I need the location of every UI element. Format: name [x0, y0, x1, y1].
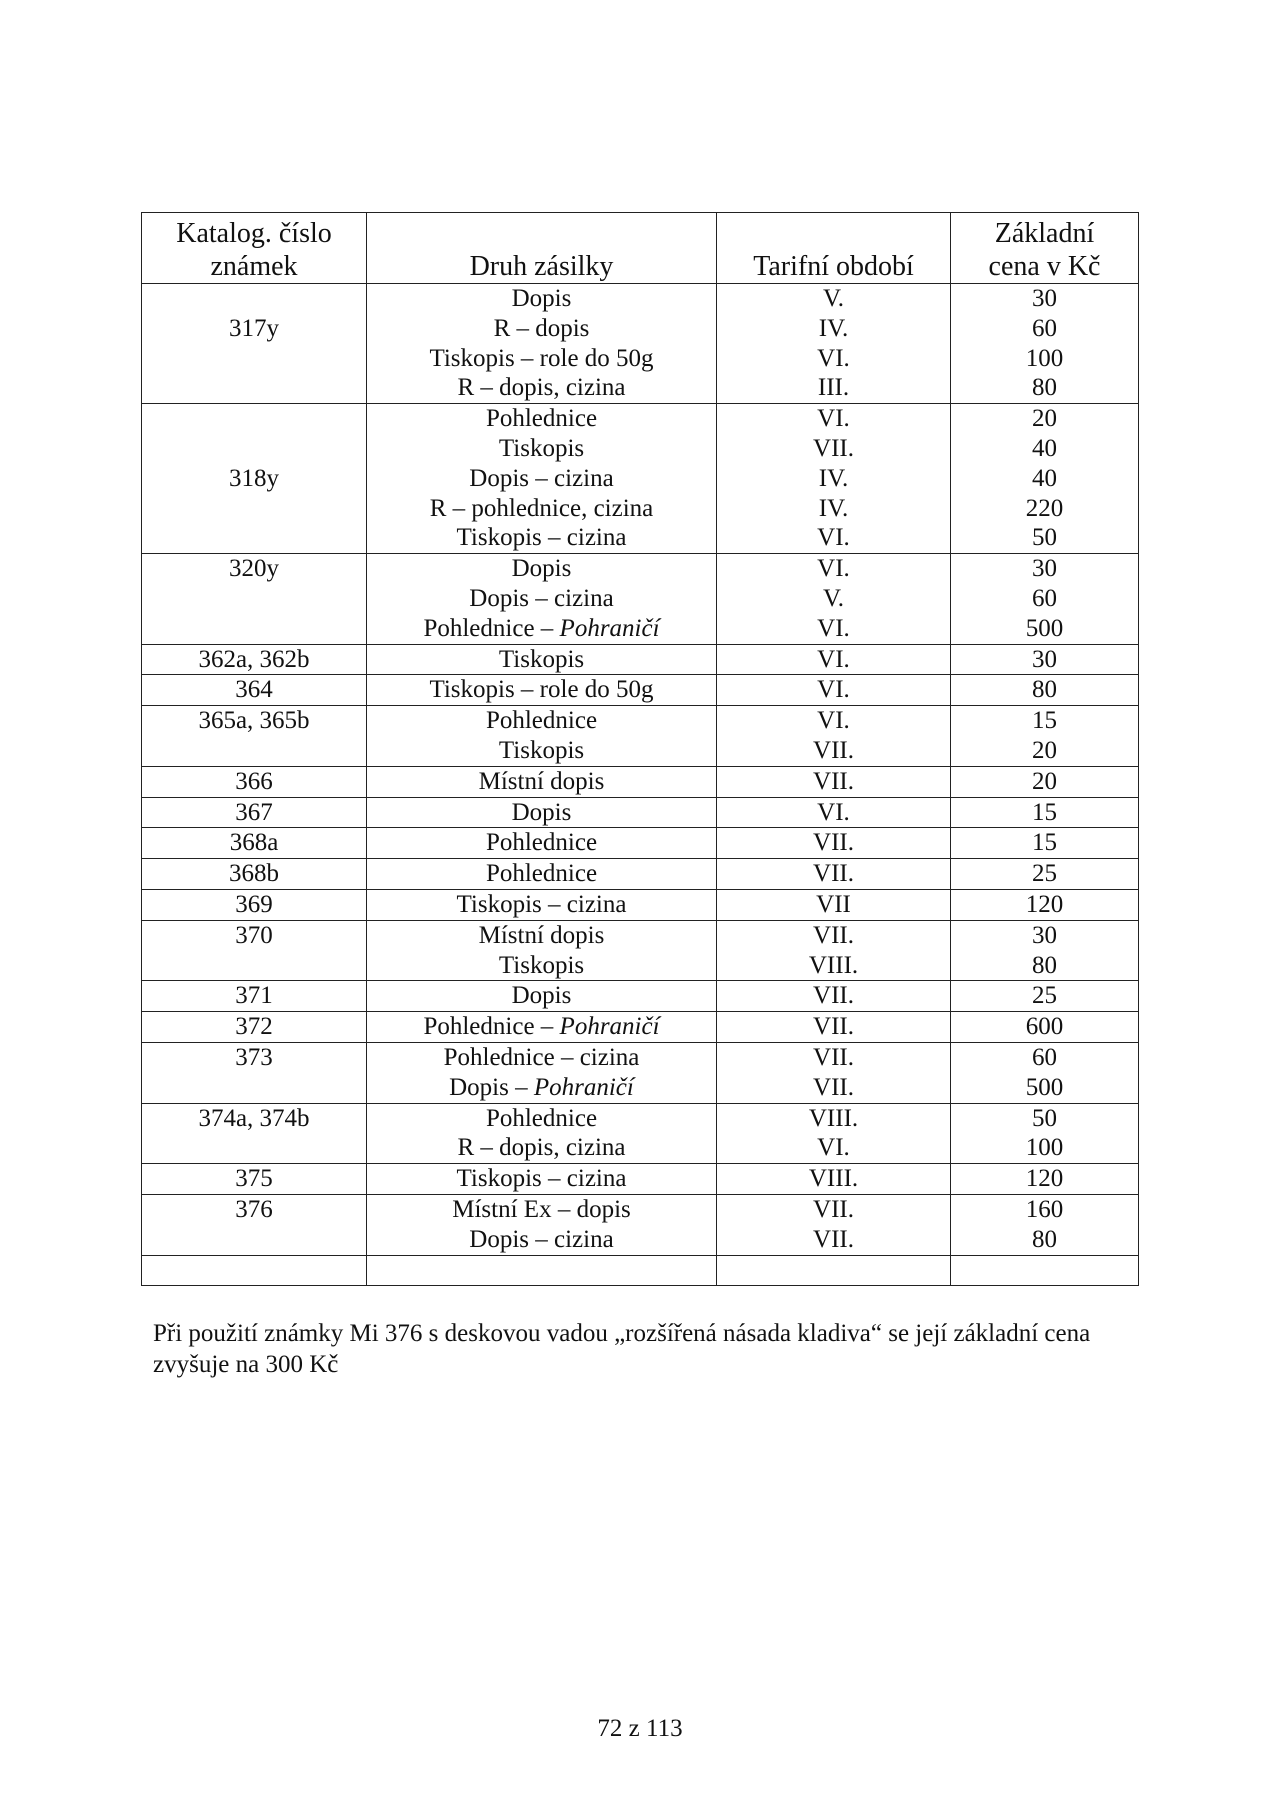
catalog-number-cell	[142, 797, 367, 828]
base-price: 600	[1025, 1013, 1064, 1041]
catalog-number: 372	[235, 1013, 273, 1041]
base-price: 50	[1032, 1104, 1057, 1132]
base-price: 30	[1032, 645, 1057, 673]
tariff-period: VI.	[817, 676, 850, 704]
shipment-type: Pohlednice	[485, 1104, 598, 1132]
tariff-period-cell	[717, 766, 951, 797]
base-price: 30	[1032, 555, 1057, 583]
tariff-period: VIII.	[808, 1165, 859, 1193]
table-row	[142, 1103, 1139, 1164]
base-price-cell	[951, 706, 1139, 767]
catalog-number-cell	[142, 766, 367, 797]
shipment-type: Tiskopis – role do 50g	[429, 344, 654, 372]
shipment-type-cell	[367, 981, 717, 1012]
tariff-period: VI.	[817, 707, 850, 735]
tariff-period-cell	[717, 797, 951, 828]
base-price-cell	[951, 1042, 1139, 1103]
base-price-cell	[951, 981, 1139, 1012]
tariff-period-cell	[717, 404, 951, 554]
shipment-type: Místní dopis	[478, 767, 605, 795]
shipment-type: Pohlednice – cizina	[443, 1043, 640, 1071]
tariff-period-cell	[717, 675, 951, 706]
catalog-number-cell	[142, 644, 367, 675]
shipment-type: Pohlednice	[485, 405, 598, 433]
shipment-type: Dopis – cizina	[469, 1225, 614, 1253]
shipment-type: R – pohlednice, cizina	[429, 494, 654, 522]
tariff-period-cell	[717, 859, 951, 890]
shipment-type-cell	[367, 859, 717, 890]
shipment-type: Tiskopis	[498, 645, 585, 673]
base-price: 60	[1032, 1043, 1057, 1071]
table-row	[142, 920, 1139, 981]
shipment-type: Tiskopis	[498, 736, 585, 764]
header-catalog-number: Katalog. číslo známek	[142, 213, 367, 284]
tariff-period-cell	[717, 554, 951, 644]
tariff-period: VII.	[813, 767, 854, 795]
tariff-period: VII.	[813, 1225, 854, 1253]
catalog-number-cell	[142, 920, 367, 981]
empty-table-row	[142, 1255, 1139, 1285]
tariff-period: VII.	[813, 1195, 854, 1223]
tariff-period-cell	[717, 1194, 951, 1255]
base-price: 220	[1025, 494, 1064, 522]
base-price: 30	[1032, 285, 1057, 312]
table-row	[142, 1042, 1139, 1103]
catalog-number: 369	[235, 890, 273, 918]
shipment-type-cell	[367, 766, 717, 797]
shipment-type-cell	[367, 797, 717, 828]
base-price: 15	[1032, 829, 1057, 857]
shipment-type: Místní dopis	[478, 921, 605, 949]
tariff-period-cell	[717, 1164, 951, 1195]
tariff-period: VII.	[813, 982, 854, 1010]
shipment-type-region: Pohraničí	[559, 1013, 660, 1041]
base-price: 60	[1032, 584, 1057, 612]
page-number: 72 z 113	[597, 1715, 683, 1742]
base-price: 500	[1025, 1073, 1064, 1101]
tariff-period: VII.	[813, 434, 854, 462]
empty-cell	[142, 1255, 367, 1285]
table-row	[142, 404, 1139, 554]
shipment-type: Dopis	[511, 285, 572, 312]
header-base-price: Základní cena v Kč	[951, 213, 1139, 284]
header-shipment-type: Druh zásilky	[367, 213, 717, 284]
catalog-number: 367	[235, 798, 273, 826]
base-price: 60	[1032, 314, 1057, 342]
tariff-period: VII.	[813, 921, 854, 949]
base-price: 20	[1032, 736, 1057, 764]
catalog-number-cell	[142, 554, 367, 644]
base-price-cell	[951, 554, 1139, 644]
catalog-number: 375	[235, 1165, 273, 1193]
base-price: 160	[1025, 1195, 1064, 1223]
base-price: 30	[1032, 921, 1057, 949]
catalog-number-cell	[142, 859, 367, 890]
base-price: 25	[1032, 860, 1057, 888]
base-price: 40	[1032, 434, 1057, 462]
base-price-cell	[951, 920, 1139, 981]
base-price: 80	[1032, 1225, 1057, 1253]
catalog-number: 364	[235, 676, 273, 704]
tariff-period: VI.	[817, 405, 850, 433]
base-price-cell	[951, 644, 1139, 675]
base-price-cell	[951, 1012, 1139, 1043]
tariff-period: VI.	[817, 344, 850, 372]
shipment-type-cell	[367, 1042, 717, 1103]
empty-cell	[951, 1255, 1139, 1285]
tariff-period-cell	[717, 706, 951, 767]
base-price-cell	[951, 404, 1139, 554]
tariff-period-cell	[717, 920, 951, 981]
shipment-type: Dopis – cizina	[469, 464, 614, 492]
base-price: 20	[1032, 767, 1057, 795]
base-price-cell	[951, 1194, 1139, 1255]
tariff-period-cell	[717, 1012, 951, 1043]
shipment-type: R – dopis	[493, 314, 590, 342]
base-price: 25	[1032, 982, 1057, 1010]
catalog-number-cell	[142, 1164, 367, 1195]
shipment-type-cell	[367, 404, 717, 554]
footnote	[153, 1318, 1143, 1380]
empty-cell	[367, 1255, 717, 1285]
catalog-number-cell	[142, 828, 367, 859]
shipment-type: Tiskopis – cizina	[456, 1165, 627, 1193]
shipment-type-region: Pohraničí	[533, 1073, 634, 1101]
base-price: 15	[1032, 707, 1057, 735]
catalog-number-cell	[142, 1103, 367, 1164]
base-price: 120	[1025, 1165, 1064, 1193]
tariff-period-cell	[717, 889, 951, 920]
tariff-period: VI.	[817, 555, 850, 583]
base-price-cell	[951, 675, 1139, 706]
table-header-row	[142, 213, 1139, 284]
catalog-number: 366	[235, 767, 273, 795]
base-price-cell	[951, 1103, 1139, 1164]
catalog-number: 368a	[229, 829, 279, 857]
shipment-type-cell	[367, 889, 717, 920]
shipment-type: Tiskopis – cizina	[456, 524, 627, 552]
footnote-line: Při použití známky Mi 376 s deskovou vadou „rozšířená násada kladiva“ se její základní cena	[153, 1320, 1091, 1347]
catalog-number: 371	[235, 982, 273, 1010]
shipment-type-cell	[367, 1012, 717, 1043]
footnote-line: zvyšuje na 300 Kč	[153, 1351, 339, 1378]
table-row	[142, 766, 1139, 797]
tariff-period: VI.	[817, 798, 850, 826]
tariff-period-cell	[717, 981, 951, 1012]
shipment-type: Dopis	[511, 798, 572, 826]
shipment-type: Pohlednice – Pohraničí	[423, 1013, 660, 1041]
shipment-type: Tiskopis – cizina	[456, 890, 627, 918]
catalog-number: 373	[235, 1043, 273, 1071]
shipment-type-cell	[367, 1164, 717, 1195]
table-row	[142, 1012, 1139, 1043]
table-row	[142, 1164, 1139, 1195]
table-row	[142, 284, 1139, 404]
tariff-period: VII	[816, 890, 851, 918]
catalog-number: 368b	[229, 860, 279, 888]
shipment-type: Pohlednice	[485, 860, 598, 888]
catalog-number: 370	[235, 921, 273, 949]
catalog-number-cell	[142, 284, 367, 404]
base-price: 80	[1032, 676, 1057, 704]
table-row	[142, 828, 1139, 859]
shipment-type-cell	[367, 828, 717, 859]
shipment-type-cell	[367, 284, 717, 404]
tariff-period: VI.	[817, 645, 850, 673]
tariff-period-cell	[717, 1103, 951, 1164]
catalog-number: 362a, 362b	[198, 645, 310, 673]
shipment-type: Dopis – cizina	[469, 584, 614, 612]
tariff-period: IV.	[818, 494, 849, 522]
tariff-period: V.	[822, 285, 845, 312]
table-row	[142, 797, 1139, 828]
base-price: 50	[1032, 524, 1057, 552]
catalog-number: 317y	[229, 314, 279, 342]
tariff-period: VII.	[813, 1013, 854, 1041]
base-price: 20	[1032, 405, 1057, 433]
shipment-type: Tiskopis	[498, 434, 585, 462]
tariff-period-cell	[717, 828, 951, 859]
base-price-cell	[951, 1164, 1139, 1195]
tariff-period-cell	[717, 1042, 951, 1103]
shipment-type-region: Pohraničí	[559, 614, 660, 642]
tariff-period: VI.	[817, 524, 850, 552]
base-price-cell	[951, 889, 1139, 920]
catalog-number-cell	[142, 1042, 367, 1103]
table-row	[142, 859, 1139, 890]
shipment-type: Dopis – Pohraničí	[449, 1073, 634, 1101]
base-price: 500	[1025, 614, 1064, 642]
catalog-number: 318y	[229, 464, 279, 492]
tariff-period: VII.	[813, 1073, 854, 1101]
shipment-type: Dopis	[511, 555, 572, 583]
base-price-cell	[951, 797, 1139, 828]
base-price: 40	[1032, 464, 1057, 492]
catalog-number-cell	[142, 1012, 367, 1043]
shipment-type: Dopis	[511, 982, 572, 1010]
shipment-type: Pohlednice	[485, 707, 598, 735]
catalog-number-cell	[142, 404, 367, 554]
base-price-cell	[951, 859, 1139, 890]
base-price-cell	[951, 766, 1139, 797]
base-price: 80	[1032, 951, 1057, 979]
tariff-period: VIII.	[808, 951, 859, 979]
tariff-period: VIII.	[808, 1104, 859, 1132]
tariff-period: VII.	[813, 736, 854, 764]
catalog-number-cell	[142, 889, 367, 920]
table-row	[142, 1194, 1139, 1255]
table-row	[142, 889, 1139, 920]
tariff-period: VII.	[813, 829, 854, 857]
table-body	[142, 284, 1139, 1286]
tariff-period: VII.	[813, 1043, 854, 1071]
shipment-type-cell	[367, 706, 717, 767]
shipment-type-cell	[367, 675, 717, 706]
table-row	[142, 706, 1139, 767]
base-price: 80	[1032, 374, 1057, 402]
tariff-table	[141, 212, 1139, 1286]
shipment-type-cell	[367, 1103, 717, 1164]
shipment-type: Tiskopis	[498, 951, 585, 979]
shipment-type-cell	[367, 644, 717, 675]
tariff-period: III.	[817, 374, 850, 402]
tariff-period-cell	[717, 644, 951, 675]
tariff-period: VII.	[813, 860, 854, 888]
catalog-number-cell	[142, 981, 367, 1012]
tariff-period: VI.	[817, 1134, 850, 1162]
base-price-cell	[951, 284, 1139, 404]
shipment-type-cell	[367, 920, 717, 981]
shipment-type-cell	[367, 1194, 717, 1255]
catalog-number-cell	[142, 706, 367, 767]
tariff-period: IV.	[818, 464, 849, 492]
base-price: 100	[1025, 344, 1064, 372]
shipment-type: Pohlednice	[485, 829, 598, 857]
tariff-period: VI.	[817, 614, 850, 642]
shipment-type-cell	[367, 554, 717, 644]
base-price-cell	[951, 828, 1139, 859]
shipment-type: Tiskopis – role do 50g	[429, 676, 654, 704]
base-price: 100	[1025, 1134, 1064, 1162]
table-row	[142, 675, 1139, 706]
shipment-type: Pohlednice – Pohraničí	[423, 614, 660, 642]
shipment-type: R – dopis, cizina	[457, 1134, 626, 1162]
catalog-number: 376	[235, 1195, 273, 1223]
tariff-period-cell	[717, 284, 951, 404]
table-row	[142, 554, 1139, 644]
catalog-number: 320y	[229, 555, 279, 583]
base-price: 120	[1025, 890, 1064, 918]
empty-cell	[717, 1255, 951, 1285]
tariff-period: V.	[822, 584, 845, 612]
shipment-type: Místní Ex – dopis	[452, 1195, 631, 1223]
catalog-number: 374a, 374b	[198, 1104, 310, 1132]
catalog-number: 365a, 365b	[198, 707, 310, 735]
tariff-period: IV.	[818, 314, 849, 342]
header-tariff-period: Tarifní období	[717, 213, 951, 284]
catalog-number-cell	[142, 1194, 367, 1255]
table-row	[142, 981, 1139, 1012]
catalog-number-cell	[142, 675, 367, 706]
shipment-type: R – dopis, cizina	[457, 374, 626, 402]
base-price: 15	[1032, 798, 1057, 826]
table-row	[142, 644, 1139, 675]
